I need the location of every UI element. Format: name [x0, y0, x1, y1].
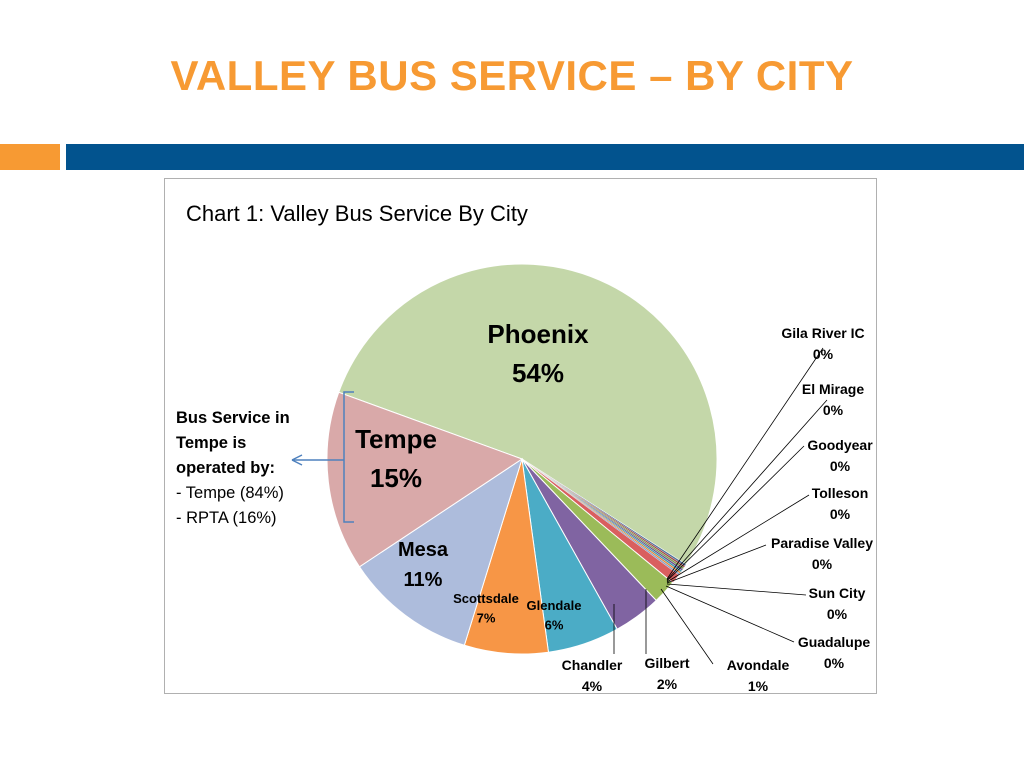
note-line-1: Bus Service in: [176, 409, 290, 427]
slice-percent-paradise-valley: 0%: [811, 556, 833, 572]
slice-label-tolleson: [812, 485, 869, 522]
slice-percent-gilbert: 2%: [656, 676, 678, 692]
slice-label-paradise-valley: [771, 535, 873, 572]
slice-label-sun-city: [809, 585, 866, 622]
slice-label-chandler: [562, 657, 623, 694]
slice-label-gila-river-ic: [781, 325, 864, 362]
note-line-5: - RPTA (16%): [176, 509, 277, 527]
accent-bar-blue: [66, 144, 1024, 170]
slice-percent-chandler: 4%: [581, 678, 603, 694]
slice-percent-scottsdale: 7%: [476, 610, 496, 626]
leader-line-guadalupe: [666, 586, 794, 642]
slice-name-paradise-valley: Paradise Valley: [771, 535, 873, 551]
slice-name-scottsdale: Scottsdale: [453, 591, 519, 606]
accent-bar-orange: [0, 144, 60, 170]
note-line-3: operated by:: [176, 459, 276, 477]
slice-label-avondale: [727, 657, 790, 694]
note-line-2: Tempe is: [176, 434, 247, 452]
slice-name-gilbert: Gilbert: [644, 655, 690, 671]
slice-label-el-mirage: [802, 381, 864, 418]
slice-name-tolleson: Tolleson: [811, 485, 869, 501]
leader-line-sun-city: [667, 584, 806, 595]
slice-label-gilbert: [644, 655, 689, 692]
slice-name-sun-city: Sun City: [808, 585, 866, 601]
slice-percent-tempe: 15%: [369, 463, 423, 493]
slice-percent-guadalupe: 0%: [823, 655, 845, 671]
slice-name-tempe: Tempe: [355, 424, 437, 454]
slice-name-glendale: Glendale: [526, 598, 582, 613]
slice-percent-avondale: 1%: [747, 678, 769, 694]
tempe-note: [176, 406, 290, 531]
slice-label-guadalupe: [798, 634, 871, 671]
slice-percent-glendale: 6%: [544, 617, 564, 633]
chart-title: Chart 1: Valley Bus Service By City: [186, 201, 528, 226]
slice-name-gila-river-ic: Gila River IC: [781, 325, 865, 341]
slice-percent-gila-river-ic: 0%: [812, 346, 834, 362]
slice-label-goodyear: [807, 437, 873, 474]
slice-name-mesa: Mesa: [397, 539, 449, 561]
leader-line-avondale: [661, 589, 713, 664]
slice-percent-phoenix: 54%: [511, 358, 565, 388]
slice-name-el-mirage: El Mirage: [801, 381, 865, 397]
slice-name-phoenix: Phoenix: [487, 319, 589, 349]
slice-name-avondale: Avondale: [726, 657, 790, 673]
slice-percent-el-mirage: 0%: [822, 402, 844, 418]
slice-percent-tolleson: 0%: [829, 506, 851, 522]
note-line-4: - Tempe (84%): [176, 484, 284, 502]
slice-percent-goodyear: 0%: [829, 458, 851, 474]
slice-name-chandler: Chandler: [561, 657, 623, 673]
slice-name-guadalupe: Guadalupe: [797, 634, 871, 650]
slice-percent-sun-city: 0%: [826, 606, 848, 622]
slide-title: VALLEY BUS SERVICE – BY CITY: [170, 52, 854, 99]
slice-name-goodyear: Goodyear: [807, 437, 873, 453]
slice-percent-mesa: 11%: [403, 569, 443, 591]
